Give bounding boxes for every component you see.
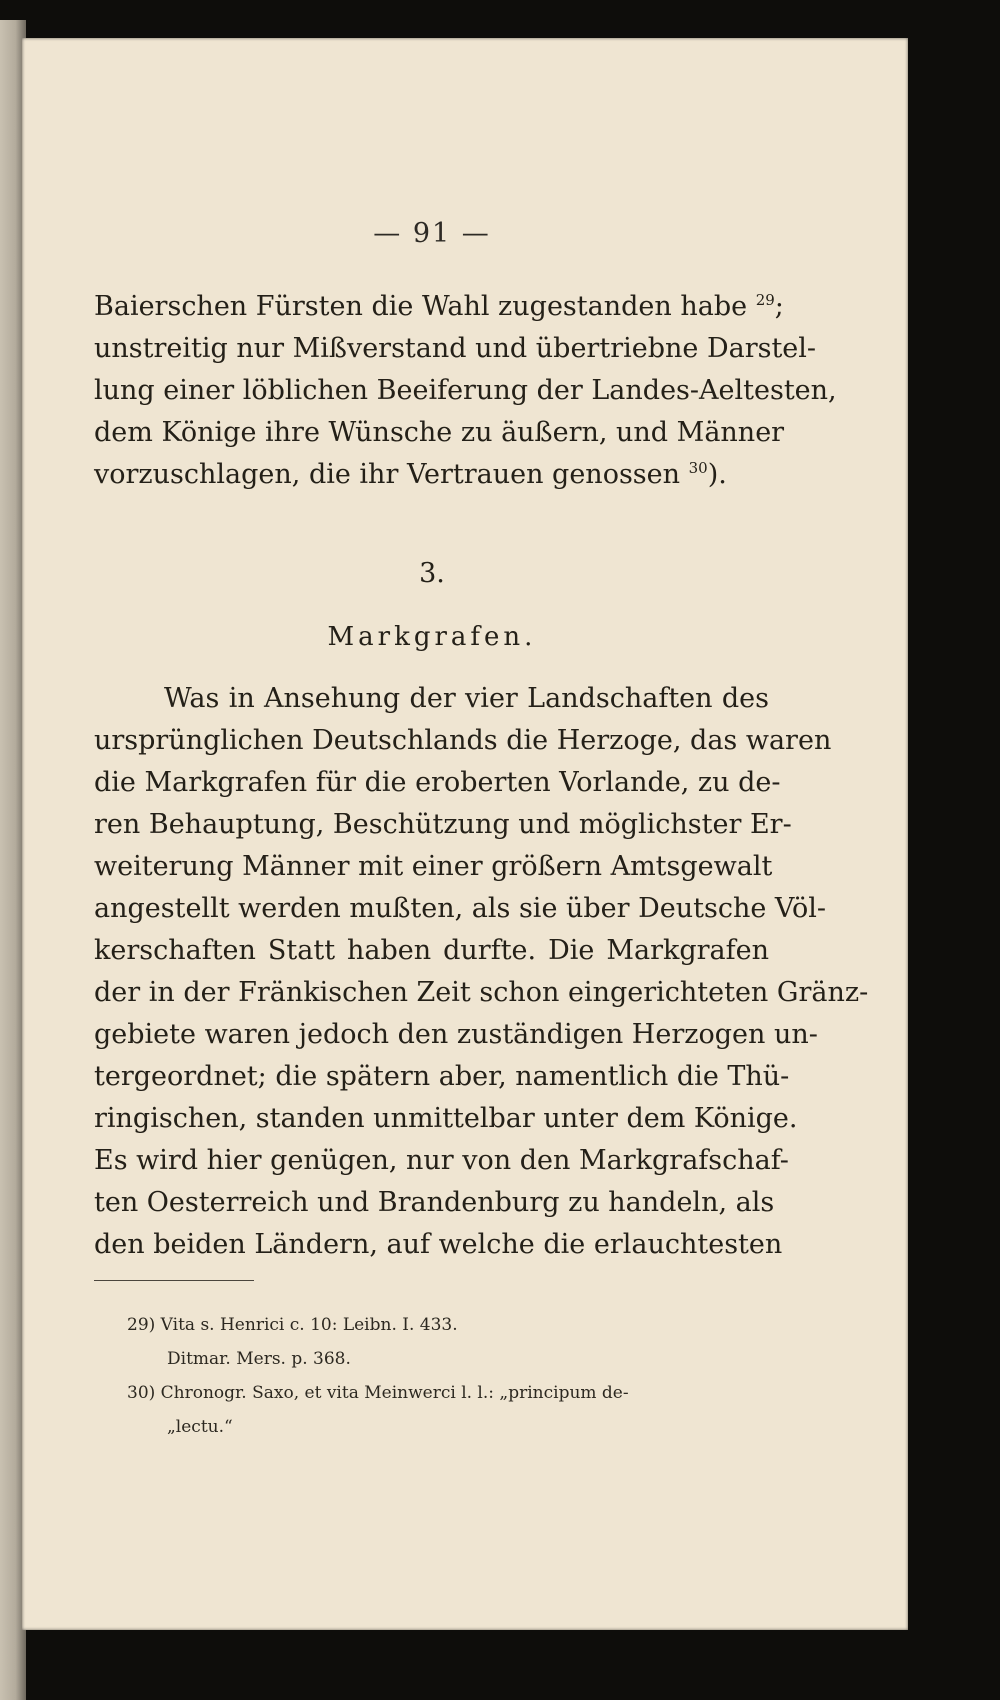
text-line: unstreitig nur Mißverstand und übertriebne Darstel-: [94, 333, 817, 364]
top-paragraph: [94, 286, 837, 496]
text-line: Was in Ansehung der vier Landschaften des: [164, 683, 769, 714]
footnote-29: [127, 1308, 767, 1376]
footnote-divider: [94, 1280, 254, 1281]
text-line: ursprünglichen Deutschlands die Herzoge, das waren: [94, 725, 832, 756]
footnote-line: Ditmar. Mers. p. 368.: [167, 1349, 351, 1369]
body-paragraph: [94, 678, 869, 1266]
footnote-ref-29[interactable]: 29: [755, 291, 775, 309]
section-title: Markgrafen.: [327, 622, 537, 652]
text-line: tergeordnet; die spätern aber, namentlich die Thü-: [94, 1061, 790, 1092]
page-number: — 91 —: [373, 218, 491, 249]
text-line: ren Behauptung, Beschützung und möglichster Er-: [94, 809, 792, 840]
footnote-line: „lectu.“: [167, 1417, 233, 1437]
text-line: ten Oesterreich und Brandenburg zu handeln, als: [94, 1187, 775, 1218]
section-number: 3.: [419, 558, 445, 589]
book-page: [22, 38, 908, 1630]
text-line: die Markgrafen für die eroberten Vorlande, zu de-: [94, 767, 781, 798]
text-line: ringischen, standen unmittelbar unter dem Könige.: [94, 1103, 798, 1134]
text-line: vorzuschlagen, die ihr Vertrauen genossen $^{30}$).: [94, 459, 727, 490]
footnote-ref-30[interactable]: 30: [688, 459, 708, 477]
text-line: angestellt werden mußten, als sie über Deutsche Völ-: [94, 893, 826, 924]
text-line: weiterung Männer mit einer größern Amtsgewalt: [94, 851, 773, 882]
text-line: kerschaften Statt haben durfte. Die Markgrafen: [94, 935, 769, 966]
footnotes: [127, 1308, 767, 1444]
text-line: der in der Fränkischen Zeit schon eingerichteten Gränz-: [94, 977, 869, 1008]
footnote-30: [127, 1376, 767, 1444]
text-line: Es wird hier genügen, nur von den Markgrafschaf-: [94, 1145, 789, 1176]
text-line: gebiete waren jedoch den zuständigen Herzogen un-: [94, 1019, 818, 1050]
text-line: den beiden Ländern, auf welche die erlauchtesten: [94, 1229, 783, 1260]
text-line: Baierschen Fürsten die Wahl zugestanden habe $^{29}$;: [94, 291, 784, 322]
footnote-line: 29) Vita s. Henrici c. 10: Leibn. I. 433.: [127, 1315, 458, 1335]
footnote-line: 30) Chronogr. Saxo, et vita Meinwerci l. l.: „principum de-: [127, 1383, 629, 1403]
text-line: lung einer löblichen Beeiferung der Landes-Aeltesten,: [94, 375, 837, 406]
text-line: dem Könige ihre Wünsche zu äußern, und Männer: [94, 417, 785, 448]
